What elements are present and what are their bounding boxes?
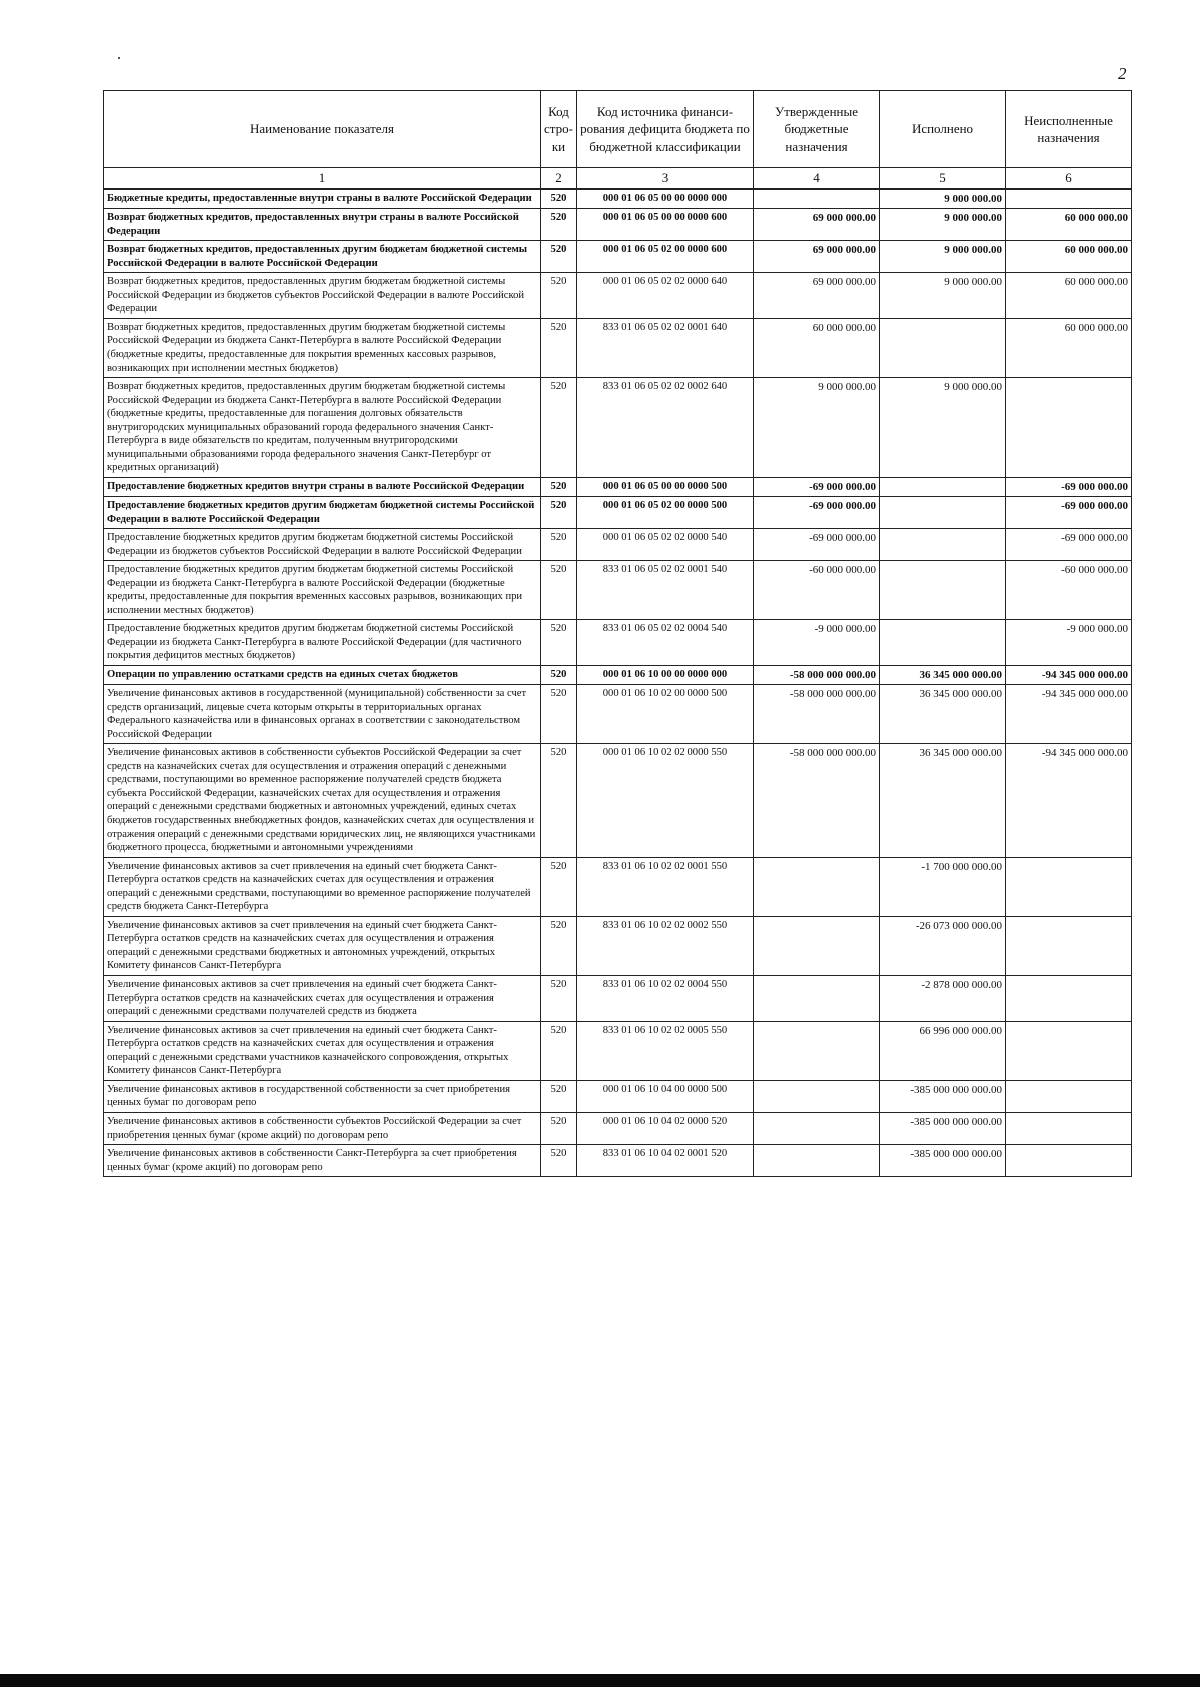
table-body — [104, 189, 1132, 1177]
row-source-code: 833 01 06 05 02 02 0002 640 — [577, 378, 754, 478]
row-unexecuted-amount: -9 000 000.00 — [1006, 620, 1132, 666]
row-line-code: 520 — [541, 209, 577, 241]
row-unexecuted-amount: 60 000 000.00 — [1006, 241, 1132, 273]
budget-deficit-sources-table — [103, 90, 1132, 1177]
column-number-row — [104, 168, 1132, 190]
row-approved-amount — [754, 1145, 880, 1177]
row-executed-amount: -2 878 000 000.00 — [880, 976, 1006, 1022]
row-source-code: 000 01 06 05 00 00 0000 500 — [577, 477, 754, 496]
table-row — [104, 1080, 1132, 1112]
row-executed-amount — [880, 318, 1006, 377]
row-source-code: 000 01 06 10 02 00 0000 500 — [577, 685, 754, 744]
row-indicator-name: Предоставление бюджетных кредитов внутри страны в валюте Российской Федерации — [104, 477, 541, 496]
row-source-code: 000 01 06 05 02 02 0000 640 — [577, 273, 754, 319]
row-indicator-name: Увеличение финансовых активов в собственности Санкт-Петербурга за счет приобретения ценных бумаг (кроме акций) по договорам репо — [104, 1145, 541, 1177]
header-unexecuted: Неисполненные назначения — [1006, 91, 1132, 168]
column-number: 5 — [880, 168, 1006, 190]
row-source-code: 000 01 06 10 04 02 0000 520 — [577, 1112, 754, 1144]
row-line-code: 520 — [541, 1021, 577, 1080]
row-executed-amount: 36 345 000 000.00 — [880, 685, 1006, 744]
row-source-code: 000 01 06 05 02 00 0000 600 — [577, 241, 754, 273]
row-unexecuted-amount — [1006, 1145, 1132, 1177]
row-indicator-name: Предоставление бюджетных кредитов другим бюджетам бюджетной системы Российской Федерации из бюджета Санкт-Петербурга в валюте Российской Федерации (для частичного покрытия дефицитов местных бюджетов) — [104, 620, 541, 666]
row-indicator-name: Увеличение финансовых активов за счет привлечения на единый счет бюджета Санкт-Петербурга остатков средств на казначейских счетах для осуществления и отражения операций с денежными средствами бюджетных и автономных учреждений, открытых Комитету финансов Санкт-Петербурга — [104, 916, 541, 975]
row-approved-amount — [754, 1080, 880, 1112]
column-number: 6 — [1006, 168, 1132, 190]
row-indicator-name: Увеличение финансовых активов за счет привлечения на единый счет бюджета Санкт-Петербурга остатков средств на казначейских счетах для осуществления и отражения операций с денежными средствами, поступающими во временное распоряжение получателей средств бюджета Санкт-Петербурга — [104, 857, 541, 916]
row-approved-amount: -58 000 000 000.00 — [754, 744, 880, 857]
row-approved-amount: -9 000 000.00 — [754, 620, 880, 666]
row-approved-amount: -69 000 000.00 — [754, 497, 880, 529]
row-line-code: 520 — [541, 666, 577, 685]
row-line-code: 520 — [541, 318, 577, 377]
row-approved-amount — [754, 857, 880, 916]
row-line-code: 520 — [541, 378, 577, 478]
scan-bottom-edge — [0, 1674, 1200, 1687]
column-number: 3 — [577, 168, 754, 190]
row-line-code: 520 — [541, 976, 577, 1022]
row-executed-amount: -26 073 000 000.00 — [880, 916, 1006, 975]
row-source-code: 000 01 06 05 02 02 0000 540 — [577, 529, 754, 561]
table-row — [104, 1145, 1132, 1177]
row-source-code: 833 01 06 10 02 02 0001 550 — [577, 857, 754, 916]
row-unexecuted-amount — [1006, 1080, 1132, 1112]
row-approved-amount — [754, 1021, 880, 1080]
row-executed-amount: 9 000 000.00 — [880, 209, 1006, 241]
row-unexecuted-amount — [1006, 378, 1132, 478]
table-row — [104, 620, 1132, 666]
row-approved-amount — [754, 1112, 880, 1144]
page-number: 2 — [1118, 64, 1127, 83]
row-executed-amount: 36 345 000 000.00 — [880, 666, 1006, 685]
table-row — [104, 477, 1132, 496]
column-number: 2 — [541, 168, 577, 190]
row-indicator-name: Возврат бюджетных кредитов, предоставленных внутри страны в валюте Российской Федерации — [104, 209, 541, 241]
row-approved-amount: -60 000 000.00 — [754, 561, 880, 620]
table-row — [104, 857, 1132, 916]
scan-speck — [118, 57, 120, 59]
row-unexecuted-amount: 60 000 000.00 — [1006, 209, 1132, 241]
row-indicator-name: Увеличение финансовых активов в собственности субъектов Российской Федерации за счет средств на казначейских счетах для осуществления и отражения операций с денежными средствами, поступающими во временное распоряжение получателей средств бюджета субъекта Российской Федерации, казначейских счетах для осуществления и отражения операций с денежными средствами бюджетных и автономных учреждений, единых счетах бюджетов государственных внебюджетных фондов, казначейских счетах для осуществления и отражения операций с денежными средствами юридических лиц, не являющихся участниками бюджетного процесса, бюджетными и автономными учреждениями — [104, 744, 541, 857]
row-source-code: 000 01 06 05 00 00 0000 600 — [577, 209, 754, 241]
header-line-code: Код стро-ки — [541, 91, 577, 168]
row-indicator-name: Увеличение финансовых активов в собственности субъектов Российской Федерации за счет приобретения ценных бумаг (кроме акций) по договорам репо — [104, 1112, 541, 1144]
table-row — [104, 318, 1132, 377]
row-approved-amount: 60 000 000.00 — [754, 318, 880, 377]
row-indicator-name: Бюджетные кредиты, предоставленные внутри страны в валюте Российской Федерации — [104, 189, 541, 209]
table-row — [104, 916, 1132, 975]
header-approved: Утвержденные бюджетные назначения — [754, 91, 880, 168]
row-approved-amount: -58 000 000 000.00 — [754, 666, 880, 685]
row-indicator-name: Увеличение финансовых активов за счет привлечения на единый счет бюджета Санкт-Петербурга остатков средств на казначейских счетах для осуществления и отражения операций с денежными средствами получателей средств из бюджета — [104, 976, 541, 1022]
table-row — [104, 666, 1132, 685]
row-executed-amount — [880, 620, 1006, 666]
row-unexecuted-amount: 60 000 000.00 — [1006, 318, 1132, 377]
table-row — [104, 744, 1132, 857]
row-indicator-name: Предоставление бюджетных кредитов другим бюджетам бюджетной системы Российской Федерации из бюджетов субъектов Российской Федерации в валюте Российской Федерации — [104, 529, 541, 561]
row-line-code: 520 — [541, 744, 577, 857]
row-unexecuted-amount — [1006, 189, 1132, 209]
table-row — [104, 209, 1132, 241]
row-line-code: 520 — [541, 620, 577, 666]
row-approved-amount — [754, 976, 880, 1022]
row-source-code: 000 01 06 10 00 00 0000 000 — [577, 666, 754, 685]
table-row — [104, 529, 1132, 561]
row-indicator-name: Увеличение финансовых активов за счет привлечения на единый счет бюджета Санкт-Петербурга остатков средств на казначейских счетах для осуществления и отражения операций с денежными средствами участников казначейского сопровождения, открытых Комитету финансов Санкт-Петербурга — [104, 1021, 541, 1080]
row-unexecuted-amount: -94 345 000 000.00 — [1006, 666, 1132, 685]
row-indicator-name: Возврат бюджетных кредитов, предоставленных другим бюджетам бюджетной системы Российской Федерации из бюджетов субъектов Российской Федерации в валюте Российской Федерации — [104, 273, 541, 319]
row-line-code: 520 — [541, 529, 577, 561]
row-line-code: 520 — [541, 1112, 577, 1144]
row-executed-amount: -385 000 000 000.00 — [880, 1080, 1006, 1112]
row-line-code: 520 — [541, 477, 577, 496]
row-indicator-name: Операции по управлению остатками средств на единых счетах бюджетов — [104, 666, 541, 685]
row-executed-amount: 9 000 000.00 — [880, 189, 1006, 209]
row-indicator-name: Увеличение финансовых активов в государственной собственности за счет приобретения ценных бумаг по договорам репо — [104, 1080, 541, 1112]
row-approved-amount: 9 000 000.00 — [754, 378, 880, 478]
header-source-code: Код источника финанси-рования дефицита бюджета по бюджетной классификации — [577, 91, 754, 168]
row-unexecuted-amount: -69 000 000.00 — [1006, 497, 1132, 529]
column-number: 4 — [754, 168, 880, 190]
row-line-code: 520 — [541, 561, 577, 620]
row-approved-amount — [754, 916, 880, 975]
row-source-code: 833 01 06 10 04 02 0001 520 — [577, 1145, 754, 1177]
row-indicator-name: Возврат бюджетных кредитов, предоставленных другим бюджетам бюджетной системы Российской Федерации в валюте Российской Федерации — [104, 241, 541, 273]
row-line-code: 520 — [541, 1145, 577, 1177]
row-unexecuted-amount — [1006, 1021, 1132, 1080]
row-indicator-name: Возврат бюджетных кредитов, предоставленных другим бюджетам бюджетной системы Российской Федерации из бюджета Санкт-Петербурга в валюте Российской Федерации (бюджетные кредиты, предоставленные для покрытия временных кассовых разрывов, возникающих при исполнении местных бюджетов) — [104, 318, 541, 377]
row-source-code: 833 01 06 05 02 02 0001 540 — [577, 561, 754, 620]
row-source-code: 000 01 06 10 04 00 0000 500 — [577, 1080, 754, 1112]
row-source-code: 000 01 06 10 02 02 0000 550 — [577, 744, 754, 857]
row-approved-amount: -69 000 000.00 — [754, 529, 880, 561]
row-approved-amount: -69 000 000.00 — [754, 477, 880, 496]
row-executed-amount — [880, 497, 1006, 529]
row-unexecuted-amount: -94 345 000 000.00 — [1006, 685, 1132, 744]
row-indicator-name: Предоставление бюджетных кредитов другим бюджетам бюджетной системы Российской Федерации из бюджета Санкт-Петербурга в валюте Российской Федерации (бюджетные кредиты, предоставленные для покрытия временных кассовых разрывов, возникающих при исполнении местных бюджетов) — [104, 561, 541, 620]
row-line-code: 520 — [541, 189, 577, 209]
row-executed-amount: 9 000 000.00 — [880, 378, 1006, 478]
row-source-code: 000 01 06 05 02 00 0000 500 — [577, 497, 754, 529]
row-indicator-name: Возврат бюджетных кредитов, предоставленных другим бюджетам бюджетной системы Российской Федерации из бюджета Санкт-Петербурга в валюте Российской Федерации (бюджетные кредиты, предоставленные для погашения долговых обязательств внутригородских муниципальных образований города федерального значения Санкт-Петербурга в виде обязательств по кредитам, полученным внутригородскими муниципальными образованиями города федерального значения Санкт-Петербург от кредитных организаций) — [104, 378, 541, 478]
row-line-code: 520 — [541, 241, 577, 273]
column-number: 1 — [104, 168, 541, 190]
row-executed-amount — [880, 477, 1006, 496]
table-row — [104, 241, 1132, 273]
row-executed-amount: -1 700 000 000.00 — [880, 857, 1006, 916]
row-line-code: 520 — [541, 857, 577, 916]
row-source-code: 833 01 06 05 02 02 0001 640 — [577, 318, 754, 377]
row-approved-amount: 69 000 000.00 — [754, 241, 880, 273]
row-executed-amount: 9 000 000.00 — [880, 241, 1006, 273]
table-row — [104, 561, 1132, 620]
table-row — [104, 189, 1132, 209]
row-unexecuted-amount: -94 345 000 000.00 — [1006, 744, 1132, 857]
table-row — [104, 273, 1132, 319]
row-approved-amount: -58 000 000 000.00 — [754, 685, 880, 744]
row-source-code: 833 01 06 10 02 02 0004 550 — [577, 976, 754, 1022]
row-executed-amount — [880, 529, 1006, 561]
row-line-code: 520 — [541, 916, 577, 975]
table-row — [104, 1112, 1132, 1144]
row-unexecuted-amount — [1006, 857, 1132, 916]
row-source-code: 000 01 06 05 00 00 0000 000 — [577, 189, 754, 209]
row-unexecuted-amount — [1006, 976, 1132, 1022]
row-approved-amount — [754, 189, 880, 209]
row-executed-amount: -385 000 000 000.00 — [880, 1112, 1006, 1144]
row-approved-amount: 69 000 000.00 — [754, 209, 880, 241]
row-approved-amount: 69 000 000.00 — [754, 273, 880, 319]
table-row — [104, 685, 1132, 744]
row-unexecuted-amount: -69 000 000.00 — [1006, 477, 1132, 496]
row-source-code: 833 01 06 05 02 02 0004 540 — [577, 620, 754, 666]
table-row — [104, 497, 1132, 529]
row-executed-amount: 9 000 000.00 — [880, 273, 1006, 319]
header-row — [104, 91, 1132, 168]
row-indicator-name: Увеличение финансовых активов в государственной (муниципальной) собственности за счет средств организаций, лицевые счета которым открыты в территориальных органах Федерального казначейства или в финансовых органах в соответствии с законодательством Российской Федерации — [104, 685, 541, 744]
row-unexecuted-amount: -60 000 000.00 — [1006, 561, 1132, 620]
row-executed-amount: 36 345 000 000.00 — [880, 744, 1006, 857]
row-unexecuted-amount: 60 000 000.00 — [1006, 273, 1132, 319]
row-unexecuted-amount — [1006, 916, 1132, 975]
row-line-code: 520 — [541, 1080, 577, 1112]
row-line-code: 520 — [541, 273, 577, 319]
header-indicator-name: Наименование показателя — [104, 91, 541, 168]
header-executed: Исполнено — [880, 91, 1006, 168]
row-indicator-name: Предоставление бюджетных кредитов другим бюджетам бюджетной системы Российской Федерации в валюте Российской Федерации — [104, 497, 541, 529]
row-executed-amount — [880, 561, 1006, 620]
row-unexecuted-amount: -69 000 000.00 — [1006, 529, 1132, 561]
row-line-code: 520 — [541, 497, 577, 529]
table-row — [104, 1021, 1132, 1080]
table-row — [104, 378, 1132, 478]
row-unexecuted-amount — [1006, 1112, 1132, 1144]
row-executed-amount: 66 996 000 000.00 — [880, 1021, 1006, 1080]
table-row — [104, 976, 1132, 1022]
row-source-code: 833 01 06 10 02 02 0005 550 — [577, 1021, 754, 1080]
row-source-code: 833 01 06 10 02 02 0002 550 — [577, 916, 754, 975]
row-line-code: 520 — [541, 685, 577, 744]
row-executed-amount: -385 000 000 000.00 — [880, 1145, 1006, 1177]
